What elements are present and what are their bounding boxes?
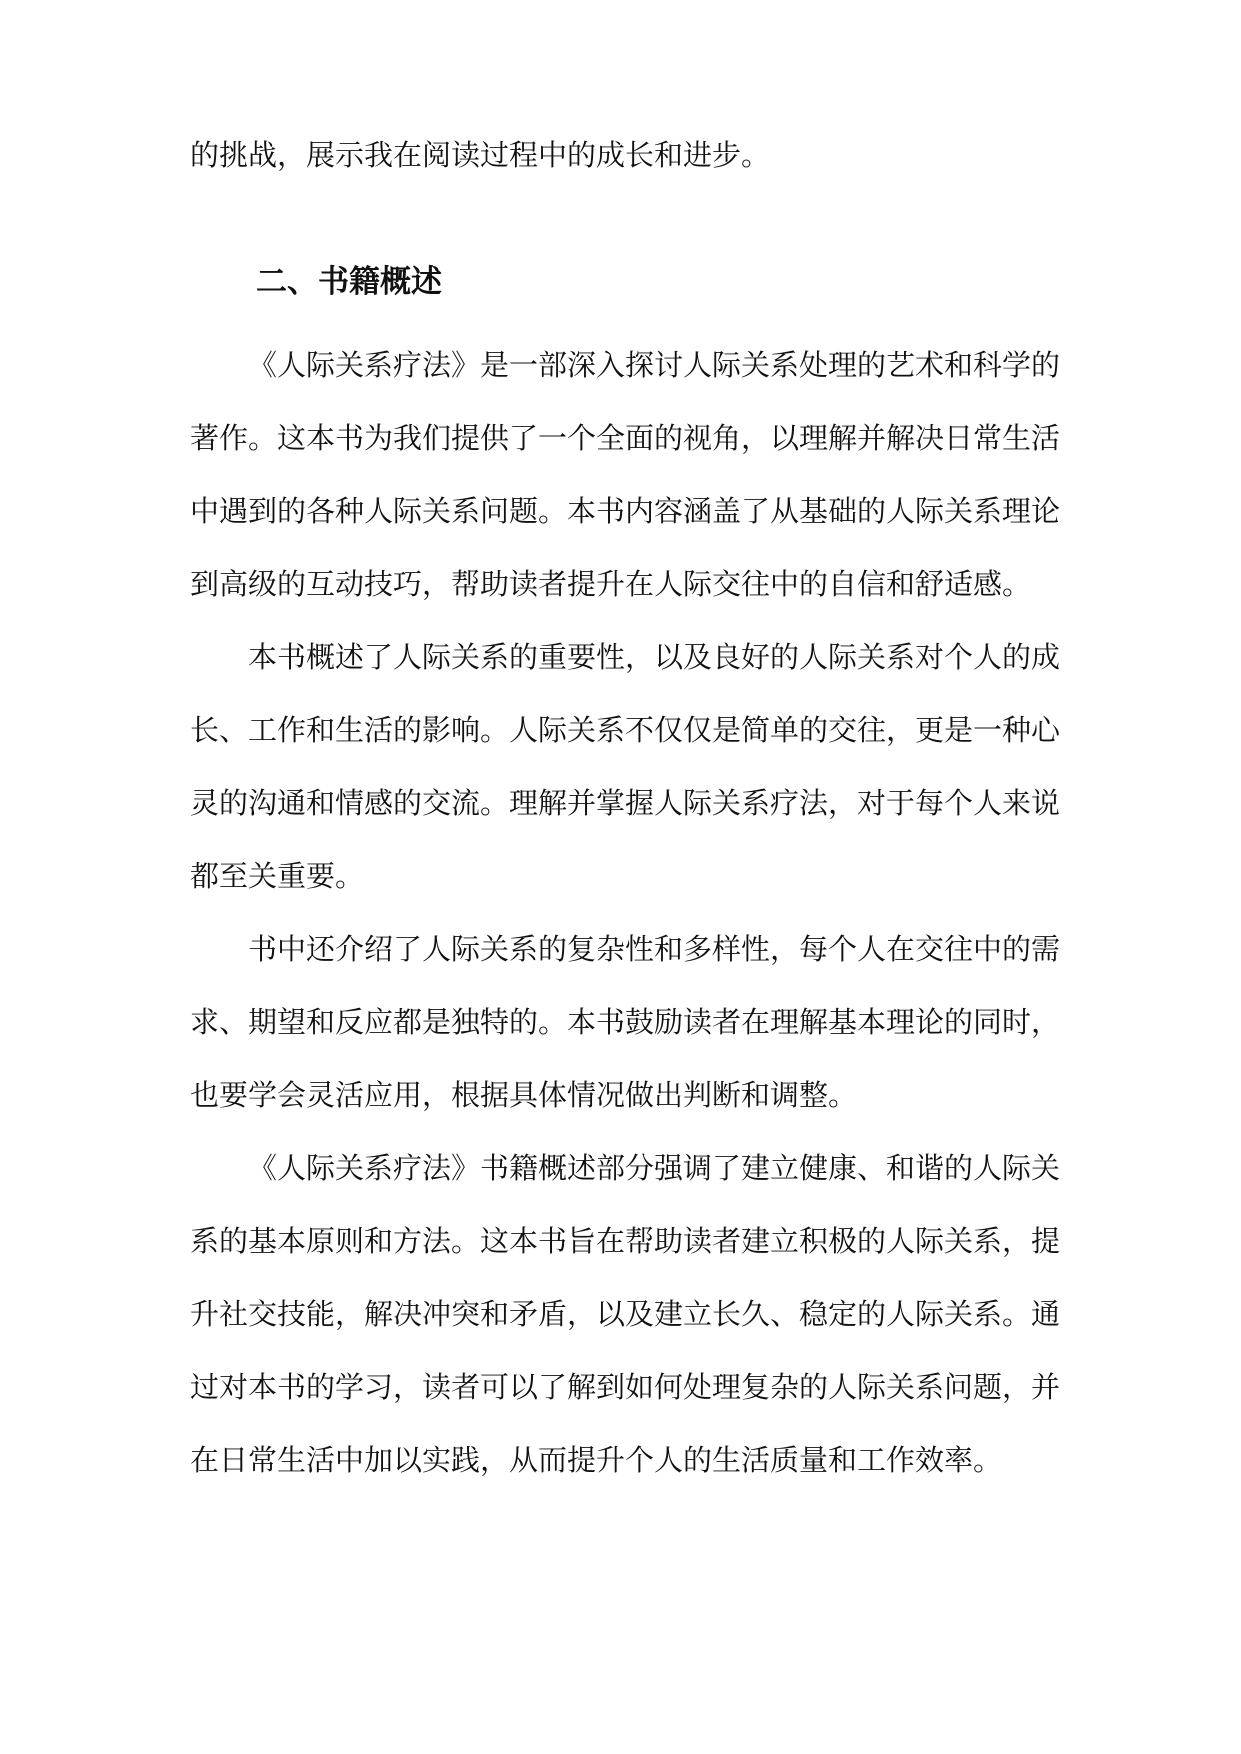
paragraph-3-line-3: 也要学会灵活应用，根据具体情况做出判断和调整。 [190, 1078, 858, 1112]
paragraph-3-line-1: 书中还介绍了人际关系的复杂性和多样性，每个人在交往中的需 [248, 932, 1061, 966]
paragraph-3-line-2: 求、期望和反应都是独特的。本书鼓励读者在理解基本理论的同时， [190, 1005, 1061, 1039]
paragraph-2-line-1: 本书概述了人际关系的重要性，以及良好的人际关系对个人的成 [248, 640, 1061, 674]
continuation-text: 的挑战，展示我在阅读过程中的成长和进步。 [190, 138, 771, 172]
paragraph-4-line-3: 升社交技能，解决冲突和矛盾，以及建立长久、稳定的人际关系。通 [190, 1297, 1061, 1331]
paragraph-2-line-4: 都至关重要。 [190, 859, 365, 893]
paragraph-1-line-1: 《人际关系疗法》是一部深入探讨人际关系处理的艺术和科学的 [248, 348, 1061, 382]
paragraph-2-line-3: 灵的沟通和情感的交流。理解并掌握人际关系疗法，对于每个人来说 [190, 786, 1061, 820]
paragraph-2-line-2: 长、工作和生活的影响。人际关系不仅仅是简单的交往，更是一种心 [190, 713, 1061, 747]
paragraph-4-line-4: 过对本书的学习，读者可以了解到如何处理复杂的人际关系问题，并 [190, 1370, 1061, 1404]
paragraph-4-line-2: 系的基本原则和方法。这本书旨在帮助读者建立积极的人际关系，提 [190, 1224, 1061, 1258]
section-heading: 二、书籍概述 [256, 264, 442, 300]
paragraph-4-line-5: 在日常生活中加以实践，从而提升个人的生活质量和工作效率。 [190, 1443, 1003, 1477]
paragraph-1-line-3: 中遇到的各种人际关系问题。本书内容涵盖了从基础的人际关系理论 [190, 494, 1061, 528]
paragraph-4-line-1: 《人际关系疗法》书籍概述部分强调了建立健康、和谐的人际关 [248, 1151, 1061, 1185]
paragraph-1-line-2: 著作。这本书为我们提供了一个全面的视角，以理解并解决日常生活 [190, 421, 1061, 455]
paragraph-1-line-4: 到高级的互动技巧，帮助读者提升在人际交往中的自信和舒适感。 [190, 567, 1032, 601]
